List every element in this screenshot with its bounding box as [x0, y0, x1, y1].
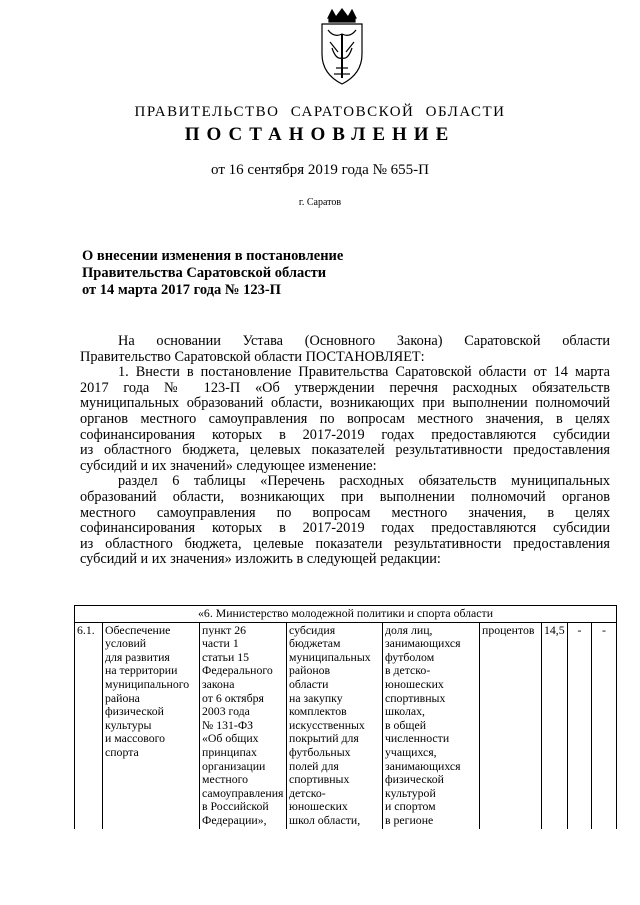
- cell-line: покрытий для: [289, 731, 359, 746]
- cell-line: Федерации»,: [202, 812, 267, 827]
- cell-line: Федерального: [202, 663, 273, 678]
- text-line: местного самоуправления по вопросам местного значения, в целях: [80, 504, 610, 521]
- cell-line: районов: [289, 663, 331, 678]
- text-line: раздел 6 таблицы «Перечень расходных обязательств муниципальных: [118, 473, 610, 490]
- text-line: 2017 года № 123-П «Об утверждении перечня расходных обязательств: [80, 379, 610, 396]
- text-line: образований области, возникающих при выполнении полномочий органов: [80, 488, 610, 505]
- cell-line: местного: [202, 772, 249, 787]
- text-line: Правительство Саратовской области ПОСТАНОВЛЯЕТ:: [80, 348, 425, 365]
- cell-line: в регионе: [385, 812, 434, 827]
- paragraph-section-6: [80, 474, 610, 568]
- text-line: субсидий и их значения» изложить в следующей редакции:: [80, 551, 441, 568]
- cell-line: футболом: [385, 649, 435, 664]
- document-type: ПОСТАНОВЛЕНИЕ: [184, 124, 456, 145]
- indicator-cell: [383, 622, 480, 828]
- cell-line: в детско-: [385, 663, 431, 678]
- text-line: из областного бюджета, целевые показатели результативности предоставления: [80, 535, 610, 552]
- cell-line: в общей: [385, 717, 427, 732]
- cell-line: и спортом: [385, 799, 436, 814]
- cell-line: искусственных: [289, 717, 365, 732]
- table-row: [75, 622, 617, 828]
- cell-line: занимающихся: [385, 636, 461, 651]
- cell-line: на закупку: [289, 690, 343, 705]
- text-line: На основании Устава (Основного Закона) Саратовской области: [118, 333, 610, 349]
- text-line: муниципальных образований области, возникающих при выполнении полномочий: [80, 395, 610, 412]
- paragraph-point-1: [80, 365, 610, 474]
- subject-line: О внесении изменения в постановление: [82, 248, 344, 264]
- coat-of-arms-emblem: [314, 8, 370, 90]
- cell-line: «Об общих: [202, 731, 259, 746]
- cell-line: на территории: [105, 663, 178, 678]
- value-2019-cell: -: [592, 622, 617, 828]
- cell-line: части 1: [202, 636, 239, 651]
- cell-line: полей для: [289, 758, 339, 773]
- subject-line: от 14 марта 2017 года № 123-П: [82, 282, 281, 298]
- subsidy-cell: [287, 622, 383, 828]
- legal-basis-cell: [200, 622, 287, 828]
- cell-line: района: [105, 690, 140, 705]
- cell-line: спорта: [105, 744, 139, 759]
- text-line: софинансирования которых в 2017-2019 годах предоставляются субсидии: [80, 520, 610, 537]
- cell-line: физической: [105, 704, 164, 719]
- cell-line: юношеских: [289, 799, 348, 814]
- text-line: органов местного самоуправления по вопросам местного значения, в целях: [80, 410, 610, 427]
- cell-line: в Российской: [202, 799, 269, 814]
- cell-line: статьи 15: [202, 649, 250, 664]
- cell-line: организации: [202, 758, 266, 773]
- cell-line: для развития: [105, 649, 170, 664]
- cell-line: и массового: [105, 731, 166, 746]
- cell-line: субсидия: [289, 622, 336, 637]
- cell-line: 2003 года: [202, 704, 250, 719]
- cell-line: Обеспечение: [105, 622, 171, 637]
- section-6-table: [74, 605, 617, 829]
- cell-line: детско-: [289, 785, 326, 800]
- cell-line: юношеских: [385, 676, 444, 691]
- cell-line: школах,: [385, 704, 425, 719]
- cell-line: комплектов: [289, 704, 347, 719]
- cell-line: закона: [202, 676, 235, 691]
- obligation-cell: [103, 622, 200, 828]
- document-date-number: от 16 сентября 2019 года № 655-П: [211, 162, 429, 178]
- text-line: софинансирования которых в 2017-2019 годах предоставляются субсидии: [80, 426, 610, 443]
- government-name: ПРАВИТЕЛЬСТВО САРАТОВСКОЙ ОБЛАСТИ: [134, 104, 506, 120]
- cell-line: культуры: [105, 717, 152, 732]
- document-body: [80, 334, 610, 568]
- unit-cell: процентов: [480, 622, 542, 828]
- cell-line: физической: [385, 772, 444, 787]
- text-line: субсидий и их значений» следующее изменение:: [80, 457, 377, 474]
- subject-line: Правительства Саратовской области: [82, 265, 327, 281]
- cell-line: футбольных: [289, 744, 351, 759]
- cell-line: пункт 26: [202, 622, 247, 637]
- cell-line: численности: [385, 731, 450, 746]
- cell-line: от 6 октября: [202, 690, 264, 705]
- cell-line: школ области,: [289, 812, 361, 827]
- cell-line: спортивных: [385, 690, 446, 705]
- cell-line: самоуправления: [202, 785, 284, 800]
- document-subject: [82, 248, 402, 299]
- value-2018-cell: -: [568, 622, 592, 828]
- cell-line: спортивных: [289, 772, 350, 787]
- cell-line: занимающихся: [385, 758, 461, 773]
- document-city: г. Саратов: [298, 197, 342, 208]
- cell-line: бюджетам: [289, 636, 341, 651]
- table-section-header-row: [75, 606, 617, 623]
- row-number: 6.1.: [75, 622, 103, 828]
- text-line: из областного бюджета, целевых показателей результативности предоставления: [80, 442, 610, 459]
- cell-line: учащихся,: [385, 744, 437, 759]
- cell-line: № 131-ФЗ: [202, 717, 254, 732]
- value-2017-cell: 14,5: [542, 622, 568, 828]
- cell-line: принципах: [202, 744, 257, 759]
- table-section-header: «6. Министерство молодежной политики и спорта области: [75, 606, 617, 623]
- cell-line: условий: [105, 636, 147, 651]
- cell-line: доля лиц,: [385, 622, 433, 637]
- cell-line: муниципальных: [289, 649, 371, 664]
- text-line: 1. Внести в постановление Правительства Саратовской области от 14 марта: [118, 364, 610, 381]
- cell-line: муниципального: [105, 676, 190, 691]
- paragraph-preamble: [80, 334, 610, 365]
- cell-line: области: [289, 676, 329, 691]
- cell-line: культурой: [385, 785, 436, 800]
